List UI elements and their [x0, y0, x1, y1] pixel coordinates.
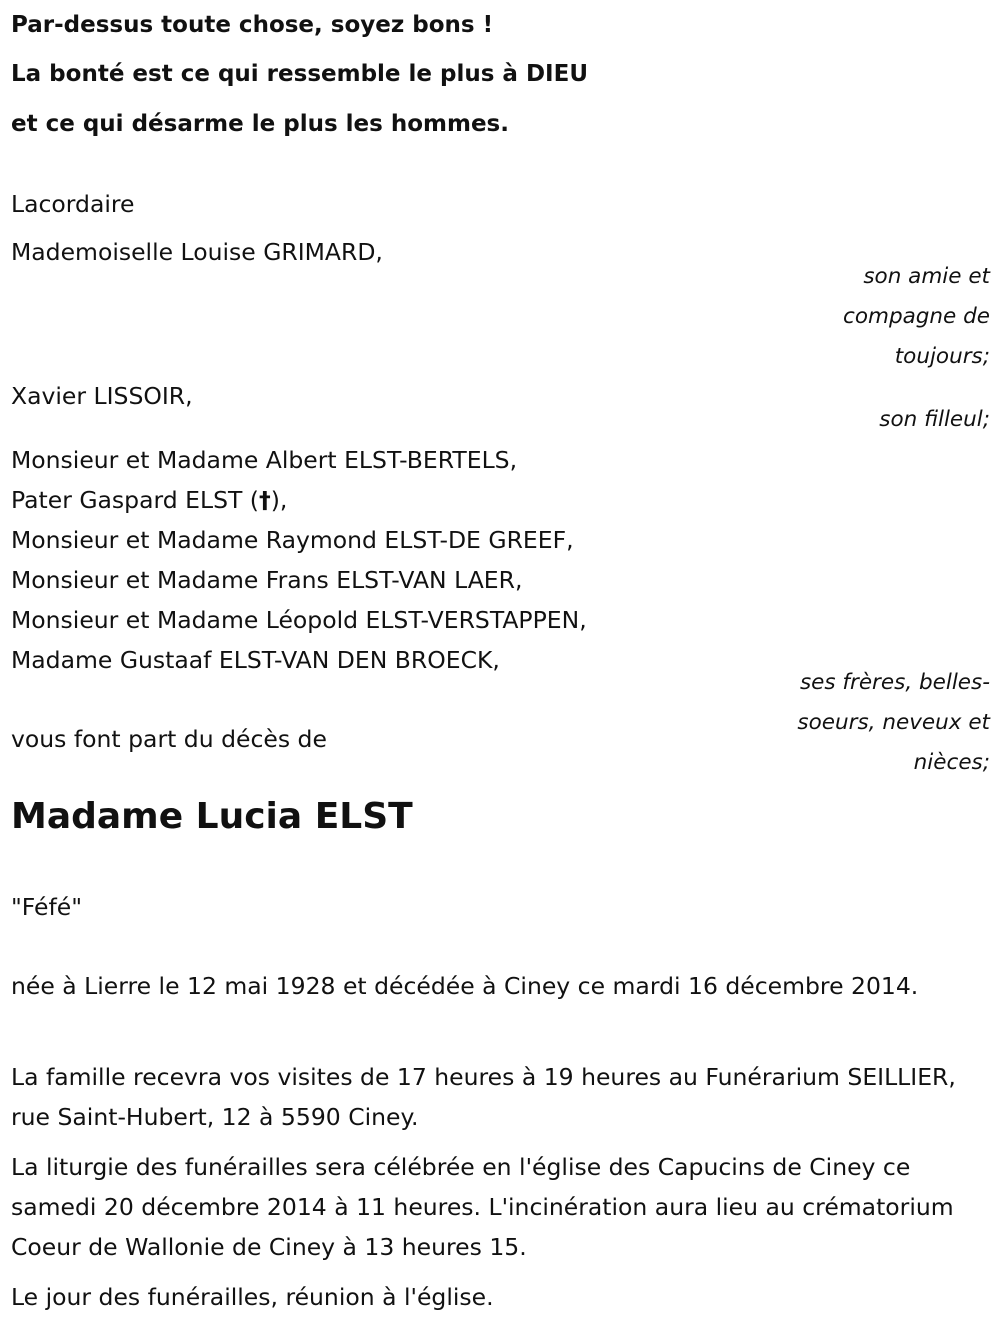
detail-liturgy: La liturgie des funérailles sera célébrée en l'église des Capucins de Ciney ce samedi 20 décembre 2014 à 11 heures. L'incinération aura lieu au crématorium Coeur de Wallonie de Ciney à 13 heures 15.: [11, 1153, 954, 1261]
mourner-friend-name: Mademoiselle Louise GRIMARD,: [11, 238, 383, 266]
cross-icon: †: [258, 486, 271, 514]
family-member: Madame Gustaaf ELST-VAN DEN BROECK,: [11, 646, 500, 674]
deceased-nickname: "Féfé": [11, 893, 83, 921]
family-member: Monsieur et Madame Léopold ELST-VERSTAPPEN,: [11, 606, 587, 634]
family-member: Monsieur et Madame Albert ELST-BERTELS,: [11, 446, 518, 474]
detail-visits: La famille recevra vos visites de 17 heures à 19 heures au Funérarium SEILLIER, rue Saint-Hubert, 12 à 5590 Ciney.: [11, 1063, 956, 1131]
mourner-godson-name: Xavier LISSOIR,: [11, 382, 193, 410]
deceased-name: Madame Lucia ELST: [11, 796, 413, 837]
family-member: Monsieur et Madame Frans ELST-VAN LAER,: [11, 566, 523, 594]
announcement: vous font part du décès de: [11, 725, 327, 753]
detail-meeting: Le jour des funérailles, réunion à l'église.: [11, 1283, 494, 1311]
family-relation: ses frères, belles- soeurs, neveux et nièces;: [797, 670, 990, 775]
quote-author: Lacordaire: [11, 190, 135, 218]
mourner-friend-relation: son amie et compagne de toujours;: [843, 264, 990, 369]
detail-birth-death: née à Lierre le 12 mai 1928 et décédée à Ciney ce mardi 16 décembre 2014.: [11, 972, 919, 1000]
quote-line-3: et ce qui désarme le plus les hommes.: [11, 111, 509, 137]
mourner-godson-relation: son filleul;: [879, 407, 990, 432]
family-list: [11, 440, 587, 680]
quote-line-1: Par-dessus toute chose, soyez bons !: [11, 12, 494, 38]
quote-line-2: La bonté est ce qui ressemble le plus à DIEU: [11, 61, 588, 87]
family-member: Pater Gaspard ELST (†),: [11, 486, 288, 514]
family-member: Monsieur et Madame Raymond ELST-DE GREEF,: [11, 526, 574, 554]
